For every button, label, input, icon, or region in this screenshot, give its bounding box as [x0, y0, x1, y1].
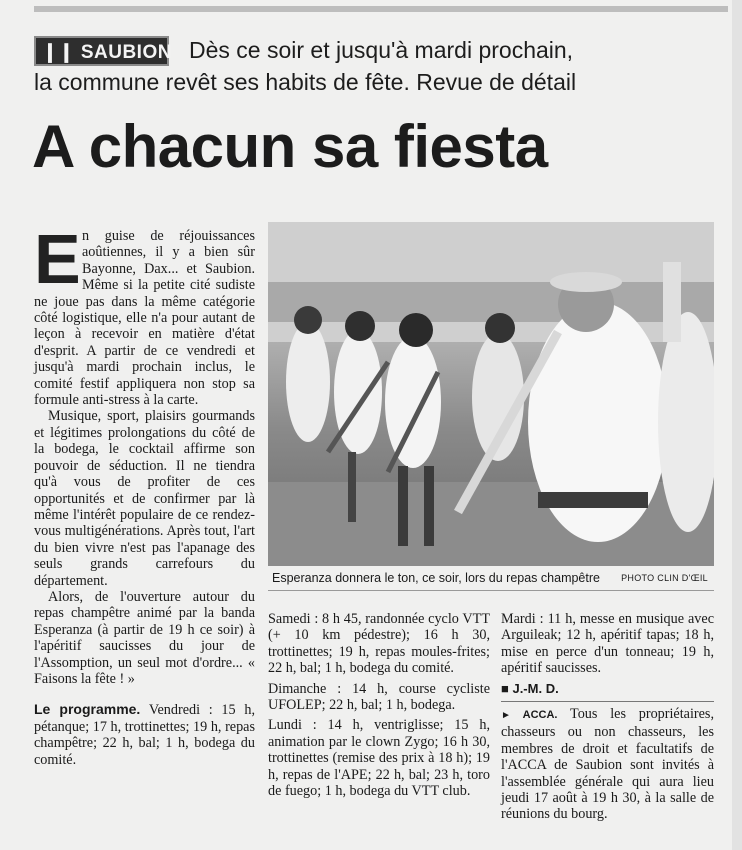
signature-bullet: ■ [501, 680, 513, 696]
signature [501, 681, 714, 697]
section-tag [34, 36, 172, 66]
schedule-mardi: Mardi : 11 h, messe en musique avec Arguileak; 12 h, apéritif tapas; 18 h, mise en perce d'un tonneau; 19 h, apéritif saucisses. [501, 611, 714, 677]
triangle-icon: ► [501, 710, 523, 722]
schedule-column-2 [501, 611, 714, 823]
article-paragraph-3: Alors, de l'ouverture autour du repas champêtre animé par la banda Esperanza (à partir de 19 h ce soir) à l'apéritif saucisses du jour de l'Assomption, un seul mot d'ordre... « Faisons la fête ! » [34, 588, 255, 687]
caption-text: Esperanza donnera le ton, ce soir, lors du repas champêtre [272, 571, 600, 585]
signature-text: J.-M. D. [512, 680, 559, 696]
programme-label: Le programme. [34, 701, 141, 718]
schedule-dimanche: Dimanche : 14 h, course cycliste UFOLEP; 22 h, bal; 1 h, bodega. [268, 680, 490, 714]
photo-credit: PHOTO CLIN D'ŒIL [621, 573, 708, 583]
schedule-lundi: Lundi : 14 h, ventriglisse; 15 h, animation par le clown Zygo; 16 h 30, trottinettes (remise des prix à 18 h); 19 h, repas de l'APE; 22 h, bal; 23 h, toro de fuego; 1 h, bodega du VTT club. [268, 717, 490, 800]
band-photo-illustration [268, 222, 714, 566]
acca-notice [501, 701, 714, 823]
acca-text: Tous les propriétaires, chasseurs ou non chasseurs, les membres de droit et facultatifs de l'ACCA de Saubion sont invités à l'assemblée générale qui aura lieu jeudi 17 août à 19 h 30, à la salle de réunions du bourg. [501, 706, 714, 823]
band-photo [268, 222, 714, 566]
programme-paragraph [34, 701, 255, 768]
drop-cap: E [34, 220, 81, 298]
acca-label: ACCA. [522, 709, 558, 722]
programme-friday: Vendredi : 15 h, pétanque; 17 h, trottinettes; 19 h, repas champêtre; 22 h, bal; 1 h, bodega du comité. [34, 702, 255, 768]
photo-caption [268, 566, 714, 591]
page-edge [732, 0, 742, 850]
top-rule [34, 6, 728, 12]
section-tag-label: SAUBION [80, 42, 172, 63]
article-column-1 [34, 220, 255, 768]
article-paragraph-1 [34, 220, 255, 409]
schedule-samedi: Samedi : 8 h 45, randonnée cyclo VTT (+ 10 km pédestre); 16 h 30, trottinettes; 19 h, repas moules-frites; 22 h, bal; 1 h, bodega du comité. [268, 611, 490, 677]
article-paragraph-2: Musique, sport, plaisirs gourmands et légitimes prolongations du côté de la bodega, le cocktail affirme son pouvoir de séduction. Il ne tiendra qu'à vous de profiter de ces opportunités et de confirmer par là même l'intérêt populaire de ce rendez-vous multigénérations. Après tout, l'art du bien vivre n'est pas l'apanage des seuls grands carrefours du département. [34, 408, 255, 589]
subhead-line-2: la commune revêt ses habits de fête. Revue de détail [34, 69, 577, 95]
headline: A chacun sa fiesta [32, 113, 548, 180]
subhead-line-1: Dès ce soir et jusqu'à mardi prochain, [189, 37, 574, 63]
article-paragraph-1-text: n guise de réjouissances aoûtiennes, il y a bien sûr Bayonne, Dax... et Saubion. Même si la petite cité sudiste ne joue pas dans la même catégorie côté logistique, elle n'a pour autant de leçon à recevoir en matière d'état d'esprit. A partir de ce vendredi et jusqu'à mardi prochain inclus, le comité festif appliquera non stop sa formule anti-stress à la carte. [34, 228, 255, 409]
schedule-column-1 [268, 611, 490, 799]
double-bar-icon: ❙❙ [42, 42, 75, 63]
